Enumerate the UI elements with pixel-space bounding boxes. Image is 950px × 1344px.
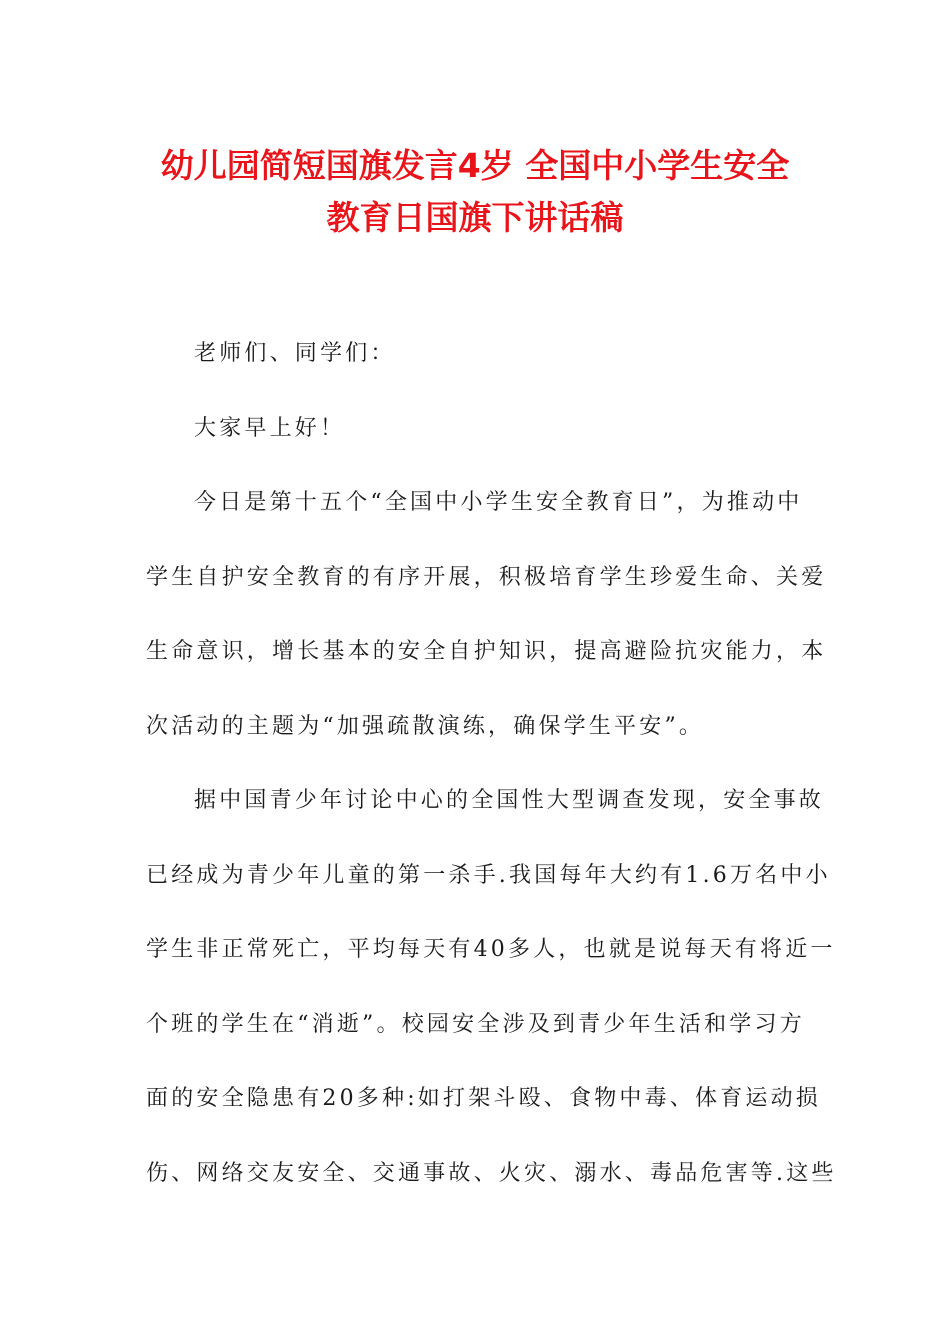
paragraph-2-line-3: 学生非正常死亡，平均每天有40多人，也就是说每天有将近一 bbox=[146, 937, 836, 962]
paragraph-2-line-1: 据中国青少年讨论中心的全国性大型调查发现，安全事故 bbox=[194, 788, 825, 813]
paragraph-1-line-3: 生命意识，增长基本的安全自护知识，提高避险抗灾能力，本 bbox=[146, 639, 827, 664]
greeting: 大家早上好！ bbox=[194, 415, 346, 441]
paragraph-1-line-1: 今日是第十五个“全国中小学生安全教育日”，为推动中 bbox=[194, 490, 803, 515]
document-title bbox=[100, 140, 850, 244]
paragraph-2-line-5: 面的安全隐患有20多种:如打架斗殴、食物中毒、体育运动损 bbox=[146, 1086, 822, 1111]
paragraph-2-line-2: 已经成为青少年儿童的第一杀手.我国每年大约有1.6万名中小 bbox=[146, 862, 831, 888]
title-line-1: 幼儿园简短国旗发言4岁 全国中小学生安全 bbox=[160, 146, 790, 185]
paragraph-2-line-4: 个班的学生在“消逝”。校园安全涉及到青少年生活和学习方 bbox=[146, 1011, 805, 1037]
paragraph-1-line-2: 学生自护安全教育的有序开展，积极培育学生珍爱生命、关爱 bbox=[146, 564, 827, 590]
salutation: 老师们、同学们： bbox=[194, 341, 396, 366]
document-body bbox=[146, 328, 837, 1222]
paragraph-1-line-4: 次活动的主题为“加强疏散演练，确保学生平安”。 bbox=[146, 713, 705, 739]
title-line-2: 教育日国旗下讲话稿 bbox=[326, 198, 624, 237]
paragraph-2-line-6: 伤、网络交友安全、交通事故、火灾、溺水、毒品危害等.这些 bbox=[146, 1160, 837, 1186]
